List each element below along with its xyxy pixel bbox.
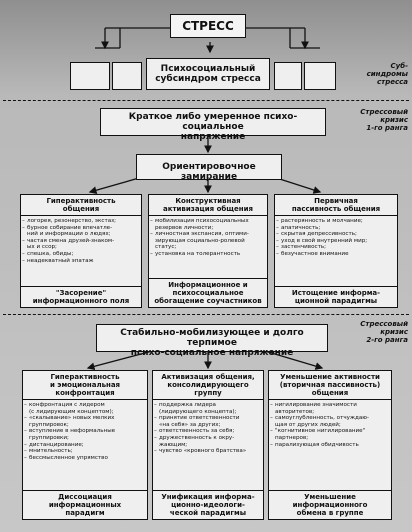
lower2-list <box>153 400 263 455</box>
list-item: – частая смена друзей-знаком- ых и ссор; <box>27 238 139 251</box>
column-primary-passivity <box>274 194 398 308</box>
list-item: – поддержка лидера (лидирующего концепта); <box>159 402 261 415</box>
tension2-box: Стабильно-мобилизующее и долго терпимое психо-социальное напряжение <box>96 324 328 352</box>
lower2-title: Активизация общения, консолидирующего группу <box>153 371 263 400</box>
lower-secondary-passivity <box>268 370 392 520</box>
list-item: – установка на толерантность <box>155 251 265 258</box>
lower1-title: Гиперактивность и эмоциональная конфронтация <box>23 371 147 400</box>
column-constructive-title: Конструктивная активизация общения <box>149 195 267 216</box>
list-item: – мнительность; <box>29 448 145 455</box>
list-item: – бурное собирание впечатле- ний и информации о людях; <box>27 225 139 238</box>
list-item: – безучастное внимание <box>281 251 395 258</box>
subsyndrome-box-1 <box>70 62 110 90</box>
divider-2 <box>3 314 409 315</box>
list-item: – конфронтация с лидером (с лидирующим концептом); <box>29 402 145 415</box>
list-item: – парализующая обидчивость <box>275 442 389 449</box>
side-label-crisis2: Стрессовый кризис 2-го ранга <box>360 320 408 344</box>
list-item: – уход в свой внутренний мир; <box>281 238 395 245</box>
lower1-footer: Диссоциация информационных парадигм <box>23 490 147 519</box>
list-item: – логорея, резонерство, экстаз; <box>27 218 139 225</box>
lower2-footer: Унификация информа- ционно-идеологи- ческой парадигмы <box>153 490 263 519</box>
list-item: – мобилизация психосоциальных резервов личности; <box>155 218 265 231</box>
lower-hyperactivity-confrontation <box>22 370 148 520</box>
list-item: – неадекватный эпатаж <box>27 258 139 265</box>
list-item: – "когнитивное нигилирование" партнеров; <box>275 428 389 441</box>
list-item: – застенчивость; <box>281 244 395 251</box>
list-item: – принятие ответственности «на себя» за других; <box>159 415 261 428</box>
subsyndrome-box-4 <box>304 62 336 90</box>
list-item: – бессмысленное упрямство <box>29 455 145 462</box>
list-item: – «скалывание» новых мелких группировок; <box>29 415 145 428</box>
side-label-crisis1: Стрессовый кризис 1-го ранга <box>360 108 408 132</box>
column-hyperactivity <box>20 194 142 308</box>
list-item: – скрытая депрессивность; <box>281 231 395 238</box>
subsyndrome-box-3 <box>274 62 302 90</box>
lower3-footer: Уменьшение информационного обмена в группе <box>269 490 391 519</box>
column-hyperactivity-title: Гиперактивность общения <box>21 195 141 216</box>
list-item: – самоуглубленность, отчуждаю- щая от других людей; <box>275 415 389 428</box>
list-item: – нигилирование значимости авторитетов; <box>275 402 389 415</box>
column-hyperactivity-list <box>21 216 141 264</box>
list-item: – личностная экспансия, оптими- зирующая социально-ролевой статус; <box>155 231 265 251</box>
lower-consolidation <box>152 370 264 520</box>
orientation-freeze-box: Ориентировочное замирание <box>136 154 282 180</box>
column-primary-passivity-footer: Истощение информа- ционной парадигмы <box>275 286 397 307</box>
list-item: – дистанцирование; <box>29 442 145 449</box>
list-item: – вступление в неформальные группировки; <box>29 428 145 441</box>
column-constructive <box>148 194 268 308</box>
divider-1 <box>3 100 409 101</box>
list-item: – растерянность и молчание; <box>281 218 395 225</box>
column-hyperactivity-footer: "Засорение" информационного поля <box>21 286 141 307</box>
column-constructive-list <box>149 216 267 258</box>
lower3-title: Уменьшение активности (вторичная пассивность) общения <box>269 371 391 400</box>
list-item: – апатичность; <box>281 225 395 232</box>
lower1-list <box>23 400 147 461</box>
side-label-subsyndromes: Суб- синдромы стресса <box>366 62 408 86</box>
stress-box: СТРЕСС <box>170 14 246 38</box>
lower3-list <box>269 400 391 448</box>
column-primary-passivity-list <box>275 216 397 258</box>
list-item: – спешка, обиды; <box>27 251 139 258</box>
column-primary-passivity-title: Первичная пассивность общения <box>275 195 397 216</box>
psychosocial-subsyndrome-box: Психосоциальный субсиндром стресса <box>146 58 270 90</box>
tension1-box: Краткое либо умеренное психо-социальное напряжение <box>100 108 326 136</box>
list-item: – дружественность к окру- жающим; <box>159 435 261 448</box>
list-item: – ответственность за себя; <box>159 428 261 435</box>
column-constructive-footer: Информационное и психосоциальное обогащение соучастников <box>149 278 267 307</box>
list-item: – чувство «кровного братства» <box>159 448 261 455</box>
subsyndrome-box-2 <box>112 62 142 90</box>
